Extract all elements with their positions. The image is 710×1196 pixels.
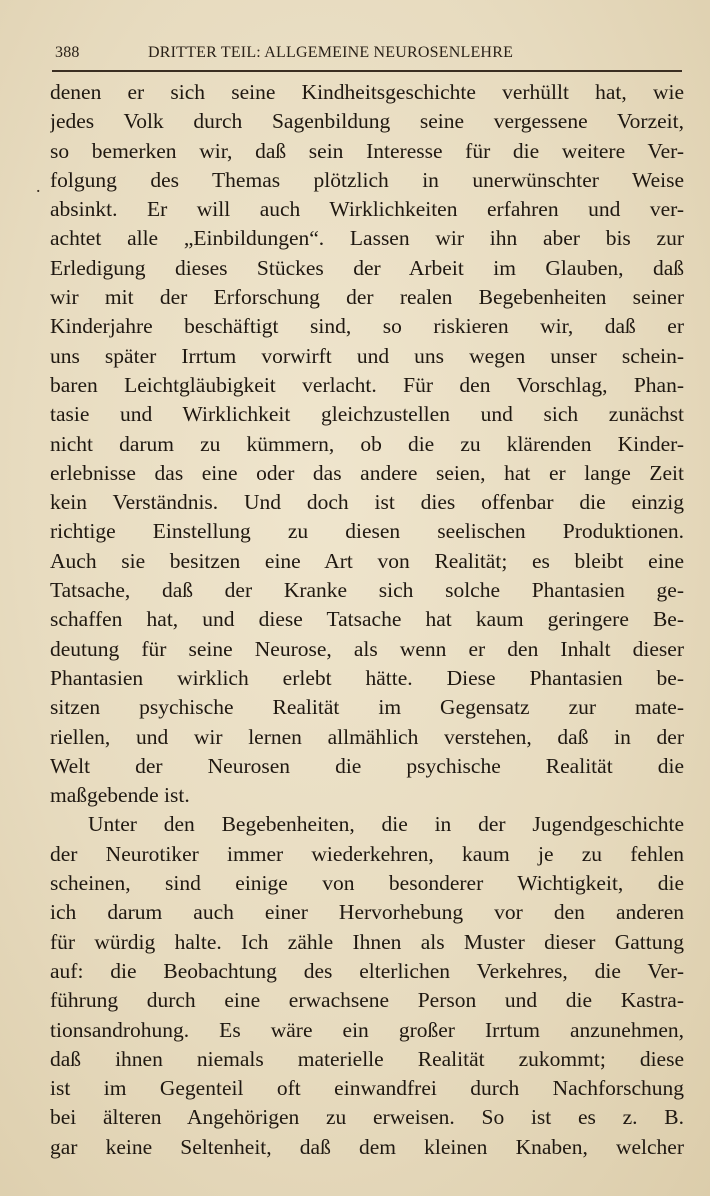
text-line: gar keine Seltenheit, daß dem kleinen Knaben, welcher <box>50 1134 684 1159</box>
text-line: sitzen psychische Realität im Gegensatz zur mate- <box>50 695 684 720</box>
text-line: Unter den Begebenheiten, die in der Jugendgeschichte <box>88 812 684 837</box>
page-header <box>55 44 683 70</box>
text-line: Phantasien wirklich erlebt hätte. Diese Phantasien be- <box>50 665 684 690</box>
text-line: erlebnisse das eine oder das andere seien, hat er lange Zeit <box>50 460 684 485</box>
text-line: richtige Einstellung zu diesen seelischen Produktionen. <box>50 519 684 544</box>
text-line: baren Leichtgläubigkeit verlacht. Für den Vorschlag, Phan- <box>50 372 684 397</box>
running-head: DRITTER TEIL: ALLGEMEINE NEUROSENLEHRE <box>148 44 514 61</box>
text-line: auf: die Beobachtung des elterlichen Verkehres, die Ver- <box>50 958 684 983</box>
text-line: kein Verständnis. Und doch ist dies offenbar die einzig <box>50 490 684 515</box>
body-text <box>50 78 684 1162</box>
header-rule <box>52 70 682 72</box>
text-line: bei älteren Angehörigen zu erweisen. So ist es z. B. <box>50 1105 684 1130</box>
text-line: Tatsache, daß der Kranke sich solche Phantasien ge- <box>50 578 684 603</box>
text-line: der Neurotiker immer wiederkehren, kaum je zu fehlen <box>50 841 684 866</box>
text-line: Welt der Neurosen die psychische Realität die <box>50 753 684 778</box>
text-line: Auch sie besitzen eine Art von Realität; es bleibt eine <box>50 548 684 573</box>
text-line: deutung für seine Neurose, als wenn er den Inhalt dieser <box>50 636 684 661</box>
text-line: folgung des Themas plötzlich in unerwünschter Weise <box>50 167 684 192</box>
text-line: ich darum auch einer Hervorhebung vor den anderen <box>50 900 684 925</box>
text-line: jedes Volk durch Sagenbildung seine vergessene Vorzeit, <box>50 109 684 134</box>
text-line: so bemerken wir, daß sein Interesse für die weitere Ver- <box>50 138 684 163</box>
text-line: absinkt. Er will auch Wirklichkeiten erfahren und ver- <box>50 197 684 222</box>
text-line: Erledigung dieses Stückes der Arbeit im Glauben, daß <box>50 255 684 280</box>
text-line: führung durch eine erwachsene Person und die Kastra- <box>50 988 684 1013</box>
text-line: daß ihnen niemals materielle Realität zukommt; diese <box>50 1046 684 1071</box>
text-line: achtet alle „Einbildungen“. Lassen wir ihn aber bis zur <box>50 226 684 251</box>
text-line: Kinderjahre beschäftigt sind, so riskieren wir, daß er <box>50 314 684 339</box>
text-line: scheinen, sind einige von besonderer Wichtigkeit, die <box>50 871 684 896</box>
text-line: denen er sich seine Kindheitsgeschichte verhüllt hat, wie <box>50 80 684 104</box>
text-line: riellen, und wir lernen allmählich verstehen, daß in der <box>50 724 684 749</box>
text-line: tionsandrohung. Es wäre ein großer Irrtum anzunehmen, <box>50 1017 684 1042</box>
text-line: wir mit der Erforschung der realen Begebenheiten seiner <box>50 285 684 310</box>
text-line: uns später Irrtum vorwirft und uns wegen unser schein- <box>50 343 684 368</box>
page-number: 388 <box>55 44 80 61</box>
margin-mark: . <box>36 176 41 196</box>
text-line: tasie und Wirklichkeit gleichzustellen und sich zunächst <box>50 402 684 427</box>
text-line: maßgebende ist. <box>50 783 190 808</box>
text-line: nicht darum zu kümmern, ob die zu klärenden Kinder- <box>50 431 684 456</box>
text-line: schaffen hat, und diese Tatsache hat kaum geringere Be- <box>50 607 684 632</box>
text-line: für würdig halte. Ich zähle Ihnen als Muster dieser Gattung <box>50 929 684 954</box>
text-line: ist im Gegenteil oft einwandfrei durch Nachforschung <box>50 1076 684 1101</box>
